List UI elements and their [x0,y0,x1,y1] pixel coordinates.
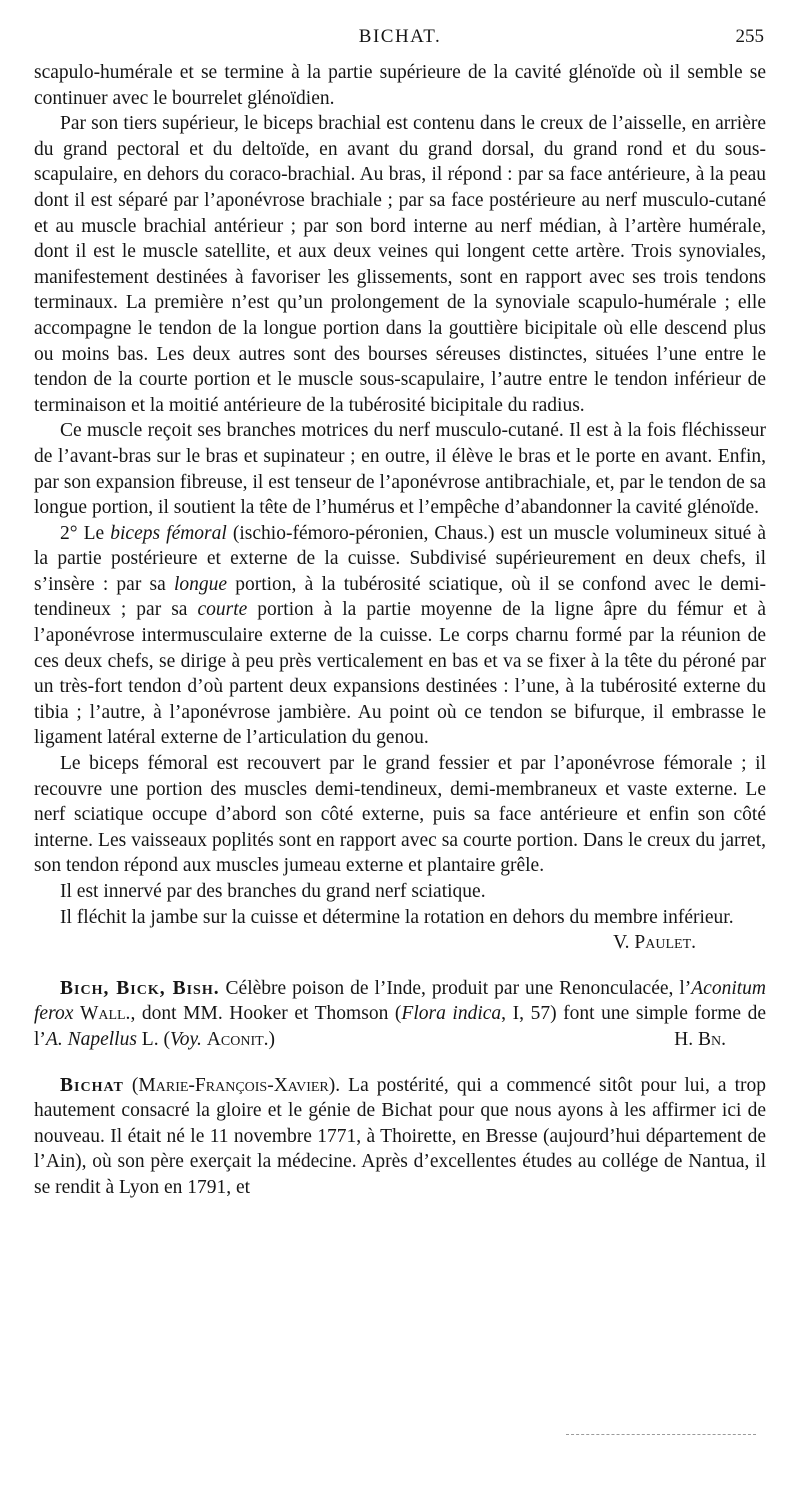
italic-term: biceps fémoral [110,522,227,544]
entry-headword: Bichat [60,1074,124,1096]
page [34,26,766,1201]
author-signature: H. Bn. [674,1028,726,1050]
text-run: 2° Le [60,522,111,544]
body-text [34,60,766,1201]
paragraph-biceps-7: Il fléchit la jambe sur la cuisse et détermine la rotation en dehors du membre inférieur. [60,906,734,928]
paragraph-biceps-femoral [34,521,766,751]
paragraph-biceps-1: scapulo-humérale et se termine à la partie supérieure de la cavité glénoïde où il semble se continuer avec le bourrelet glénoïdien. [34,62,766,109]
text-run: ). La postérité, qui a commencé sitôt pour lui, a trop hautement consacré la gloire et le génie de Bichat pour que nous ayons à les affirmer ici de nouveau. Il était né le 11 novembre 1771, à Thoirette, en Bresse (aujourd’hui département de l’Ain), où son père exerçait la médecine. Après d’excellentes études au collége de Nantua, il se rendit à Lyon en 1791, et [34,1074,766,1198]
text-run: , I, 57) font une simple forme de l’ [34,1003,767,1050]
text-run: L. ( [136,1028,170,1050]
italic-term: courte [197,599,248,621]
paragraph-biceps-6: Il est innervé par des branches du grand nerf sciatique. [60,881,486,902]
text-run: (ischio-fémoro-péronien, Chaus.) est un muscle volumineux situé à la partie postérieure et externe de la cuisse. Subdivisé supérieurement en deux chefs, il s’insère : par sa [34,522,767,595]
page-number: 255 [735,26,764,47]
text-run: ( [123,1074,139,1096]
italic-term: longue [173,573,228,595]
entry-bichat [34,1073,766,1201]
italic-term: A. Napellus [45,1028,137,1050]
author-signature: V. Paulet. [613,932,696,954]
running-head-title: BICHAT. [358,26,442,47]
text-run: , dont MM. Hooker et Thomson ( [130,1003,402,1025]
text-run: ) [268,1028,276,1050]
small-caps-term: Aconit. [206,1028,269,1050]
signature-row [34,930,766,956]
entry-bich [34,976,766,1053]
italic-term: Flora indica [401,1003,502,1025]
footer-rule [566,1434,756,1435]
text-run: Célèbre poison de l’Inde, produit par une Renonculacée, l’ [219,977,692,999]
paragraph-biceps-3: Ce muscle reçoit ses branches motrices du nerf musculo-cutané. Il est à la fois fléchisseur de l’avant-bras sur le bras et supinateur ; en outre, il élève le bras et le porte en avant. Enfin, par son expansion fibreuse, il est tenseur de l’aponévrose antibrachiale, et, par le tendon de sa longue portion, il soutient la tête de l’humérus et l’empêche d’abandonner la cavité glénoïde. [34,420,766,519]
entry-gap [34,1053,766,1073]
paragraph-biceps-2: Par son tiers supérieur, le biceps brachial est contenu dans le creux de l’aisselle, en arrière du grand pectoral et du deltoïde, en avant du grand dorsal, du grand rond et du sous-scapulaire, en dehors du coraco-brachial. Au bras, il répond : par sa face antérieure, à la peau dont il est séparé par l’aponévrose brachiale ; par sa face postérieure au nerf musculo-cutané et au muscle brachial antérieur ; par son bord interne au nerf médian, à l’artère humérale, dont il est le muscle satellite, et aux deux veines qui longent cette artère. Trois synoviales, manifestement destinées à favoriser les glissements, sont en rapport avec ses trois tendons terminaux. La première n’est qu’un prolongement de la synoviale scapulo-humérale ; elle accompagne le tendon de la longue portion dans la gouttière bicipitale où elle descend plus ou moins bas. Les deux autres sont des bourses séreuses distinctes, situées l’une entre le tendon de la courte portion et le muscle sous-scapulaire, l’autre entre le tendon inférieur de terminaison et la moitié antérieure de la tubérosité bicipitale du radius. [34,113,766,416]
text-run: portion, à la tubérosité sciatique, où il se confond avec le demi-tendineux ; par sa [34,573,767,621]
text-run: portion à la partie moyenne de la ligne âpre du fémur et à l’aponévrose intermusculaire externe de la cuisse. Le corps charnu formé par la réunion de ces deux chefs, se dirige à peu près verticalement en bas et va se fixer à la tête du péroné par un très-fort tendon d’où partent deux expansions destinées : l’une, à la tubérosité externe du tibia ; l’autre, à l’aponévrose jambière. Au point où ce tendon se bifurque, il embrasse le ligament latéral externe de l’articulation du genou. [34,599,766,749]
italic-term: Voy. [169,1028,202,1050]
entry-gap [34,956,766,976]
small-caps-term: Wall. [79,1003,131,1025]
text-run [73,1003,80,1024]
italic-term: Aconitum ferox [34,977,766,1025]
paragraph-biceps-5: Le biceps fémoral est recouvert par le grand fessier et par l’aponévrose fémorale ; il recouvre une portion des muscles demi-tendineux, demi-membraneux et vaste externe. Le nerf sciatique occupe d’abord son côté externe, puis sa face antérieure et enfin son côté interne. Les vaisseaux poplités sont en rapport avec sa courte portion. Dans le creux du jarret, son tendon répond aux muscles jumeau externe et plantaire grêle. [34,753,766,877]
entry-headword: Bich, Bick, Bish. [60,977,220,999]
small-caps-term: Marie-François-Xavier [138,1074,329,1096]
running-head [34,26,766,60]
